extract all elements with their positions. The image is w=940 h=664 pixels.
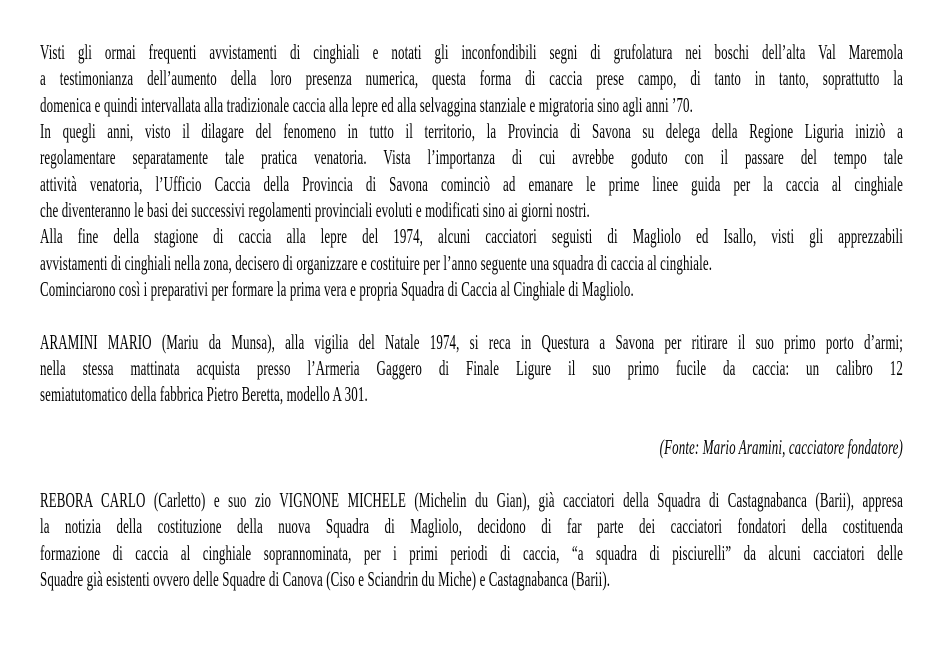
text-line: ARAMINI MARIO (Mariu da Munsa), alla vigilia del Natale 1974, si reca in Questura a Savona per ritirare il suo primo porto d’armi;	[40, 329, 903, 354]
text-line: la notizia della costituzione della nuova Squadra di Magliolo, decidono di far parte dei cacciatori fondatori della costituenda	[40, 514, 903, 539]
para-avvistamenti-cinghiali	[40, 39, 903, 118]
text-line: semiatutomatico della fabbrica Pietro Beretta, modello A 301.	[40, 382, 368, 407]
text-line: formazione di caccia al cinghiale soprannominata, per i primi periodi di caccia, “a squadra di pisciurelli” da alcuni cacciatori delle	[40, 540, 903, 565]
text-line: regolamentare separatamente tale pratica venatoria. Vista l’importanza di cui avrebbe goduto con il passare del tempo tale	[40, 145, 903, 170]
source-line: (Fonte: Mario Aramini, cacciatore fondatore)	[659, 435, 903, 460]
para-regolamentazione-provincia	[40, 118, 903, 223]
para-stagione-1974	[40, 223, 903, 276]
text-line: domenica e quindi intervallata alla tradizionale caccia alla lepre ed alla selvaggina stanziale e migratoria sino agli anni ’70.	[40, 92, 694, 117]
para-aramini-mario	[40, 329, 903, 408]
text-line: Alla fine della stagione di caccia alla lepre del 1974, alcuni cacciatori seguisti di Magliolo ed Isallo, visti gli apprezzabili	[40, 224, 903, 249]
para-preparativi-squadra	[40, 276, 903, 302]
text-line: REBORA CARLO (Carletto) e suo zio VIGNONE MICHELE (Michelin du Gian), già cacciatori della Squadra di Castagnabanca (Barii), appresa	[40, 487, 903, 512]
source-attribution	[40, 434, 903, 460]
text-line: In quegli anni, visto il dilagare del fenomeno in tutto il territorio, la Provincia di Savona su delega della Regione Liguria iniziò a	[40, 119, 903, 144]
text-line: Cominciarono così i preparativi per formare la prima vera e propria Squadra di Caccia al Cinghiale di Magliolo.	[40, 277, 634, 302]
para-rebora-vignone	[40, 487, 903, 592]
text-line: Visti gli ormai frequenti avvistamenti di cinghiali e notati gli inconfondibili segni di grufolatura nei boschi dell’alta Val Maremola	[40, 40, 903, 64]
text-line: che diventeranno le basi dei successivi regolamenti provinciali evoluti e modificati sino ai giorni nostri.	[40, 198, 590, 223]
text-line: nella stessa mattinata acquista presso l’Armeria Gaggero di Finale Ligure il suo primo fucile da caccia: un calibro 12	[40, 356, 903, 381]
text-column	[40, 39, 903, 592]
text-line: a testimonianza dell’aumento della loro presenza numerica, questa forma di caccia prese campo, di tanto in tanto, soprattutto la	[40, 66, 903, 91]
text-line: Squadre già esistenti ovvero delle Squadre di Canova (Ciso e Sciandrin du Miche) e Castagnabanca (Barii).	[40, 566, 611, 591]
text-line: attività venatoria, l’Ufficio Caccia della Provincia di Savona cominciò ad emanare le prime linee guida per la caccia al cinghiale	[40, 171, 903, 196]
text-line: avvistamenti di cinghiali nella zona, decisero di organizzare e costituire per l’anno seguente una squadra di caccia al cinghiale.	[40, 250, 713, 275]
text-area	[40, 39, 940, 592]
